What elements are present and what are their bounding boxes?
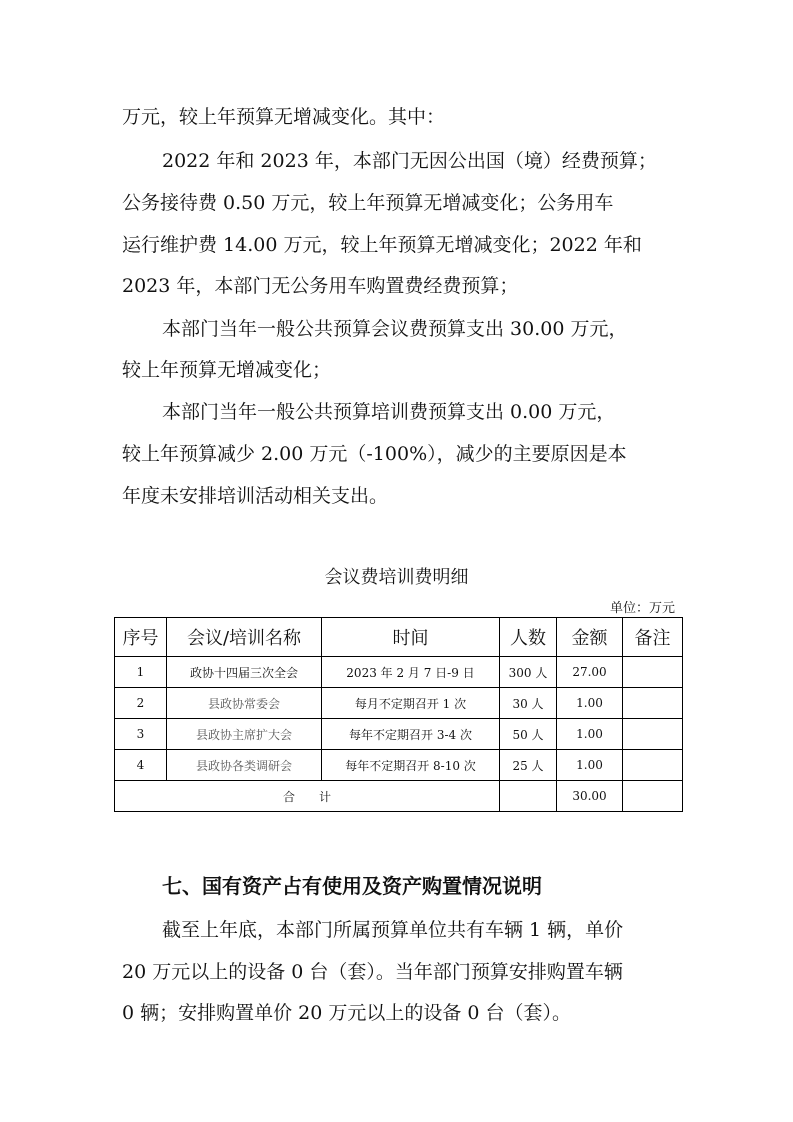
cell-time: 2023 年 2 月 7 日-9 日 xyxy=(322,657,500,688)
cell-amount: 27.00 xyxy=(557,657,623,688)
paragraph-line: 0 辆；安排购置单价 20 万元以上的设备 0 台（套）。 xyxy=(122,1002,572,1024)
section-heading: 七、国有资产占有使用及资产购置情况说明 xyxy=(162,874,542,898)
cell-remark xyxy=(623,688,683,719)
header-name: 会议/培训名称 xyxy=(167,618,322,657)
cell-name: 县政协主席扩大会 xyxy=(167,719,322,750)
cell-remark xyxy=(623,719,683,750)
paragraph-line: 20 万元以上的设备 0 台（套）。当年部门预算安排购置车辆 xyxy=(122,961,623,983)
cell-index: 1 xyxy=(115,657,167,688)
table-header-row xyxy=(115,618,683,657)
total-remark xyxy=(623,781,683,812)
cell-name: 县政协常委会 xyxy=(167,688,322,719)
table-unit: 单位：万元 xyxy=(609,601,675,616)
cell-name: 政协十四届三次全会 xyxy=(167,657,322,688)
cell-index: 4 xyxy=(115,750,167,781)
header-time: 时间 xyxy=(322,618,500,657)
cell-amount: 1.00 xyxy=(557,688,623,719)
total-label: 合 计 xyxy=(115,781,500,812)
cell-index: 2 xyxy=(115,688,167,719)
table-title: 会议费培训费明细 xyxy=(324,567,469,588)
table-row xyxy=(115,750,683,781)
cell-remark xyxy=(623,657,683,688)
table-row xyxy=(115,719,683,750)
header-index: 序号 xyxy=(115,618,167,657)
cell-time: 每月不定期召开 1 次 xyxy=(322,688,500,719)
table-row xyxy=(115,688,683,719)
paragraph-line: 截至上年底，本部门所属预算单位共有车辆 1 辆，单价 xyxy=(162,919,624,941)
total-amount: 30.00 xyxy=(557,781,623,812)
cell-name: 县政协各类调研会 xyxy=(167,750,322,781)
cell-people: 30 人 xyxy=(500,688,557,719)
paragraph-line: 较上年预算减少 2.00 万元（-100%），减少的主要原因是本 xyxy=(122,443,627,465)
paragraph-line: 本部门当年一般公共预算培训费预算支出 0.00 万元， xyxy=(162,401,616,423)
cell-amount: 1.00 xyxy=(557,719,623,750)
cell-time: 每年不定期召开 8-10 次 xyxy=(322,750,500,781)
cell-people: 300 人 xyxy=(500,657,557,688)
cell-index: 3 xyxy=(115,719,167,750)
paragraph-line: 万元，较上年预算无增减变化。其中： xyxy=(122,106,446,128)
paragraph-line: 2023 年，本部门无公务用车购置费经费预算； xyxy=(122,275,519,297)
paragraph-line: 年度未安排培训活动相关支出。 xyxy=(122,485,389,507)
cell-amount: 1.00 xyxy=(557,750,623,781)
paragraph-line: 较上年预算无增减变化； xyxy=(122,359,332,381)
table-row xyxy=(115,657,683,688)
paragraph-line: 本部门当年一般公共预算会议费预算支出 30.00 万元， xyxy=(162,318,628,340)
cell-people: 25 人 xyxy=(500,750,557,781)
meeting-training-table xyxy=(114,617,683,812)
cell-people: 50 人 xyxy=(500,719,557,750)
paragraph-line: 公务接待费 0.50 万元，较上年预算无增减变化；公务用车 xyxy=(122,192,614,214)
paragraph-line: 运行维护费 14.00 万元，较上年预算无增减变化；2022 年和 xyxy=(122,234,642,256)
header-amount: 金额 xyxy=(557,618,623,657)
paragraph-line: 2022 年和 2023 年，本部门无因公出国（境）经费预算； xyxy=(162,150,657,172)
header-people: 人数 xyxy=(500,618,557,657)
table-total-row xyxy=(115,781,683,812)
header-remark: 备注 xyxy=(623,618,683,657)
total-people xyxy=(500,781,557,812)
cell-time: 每年不定期召开 3-4 次 xyxy=(322,719,500,750)
cell-remark xyxy=(623,750,683,781)
